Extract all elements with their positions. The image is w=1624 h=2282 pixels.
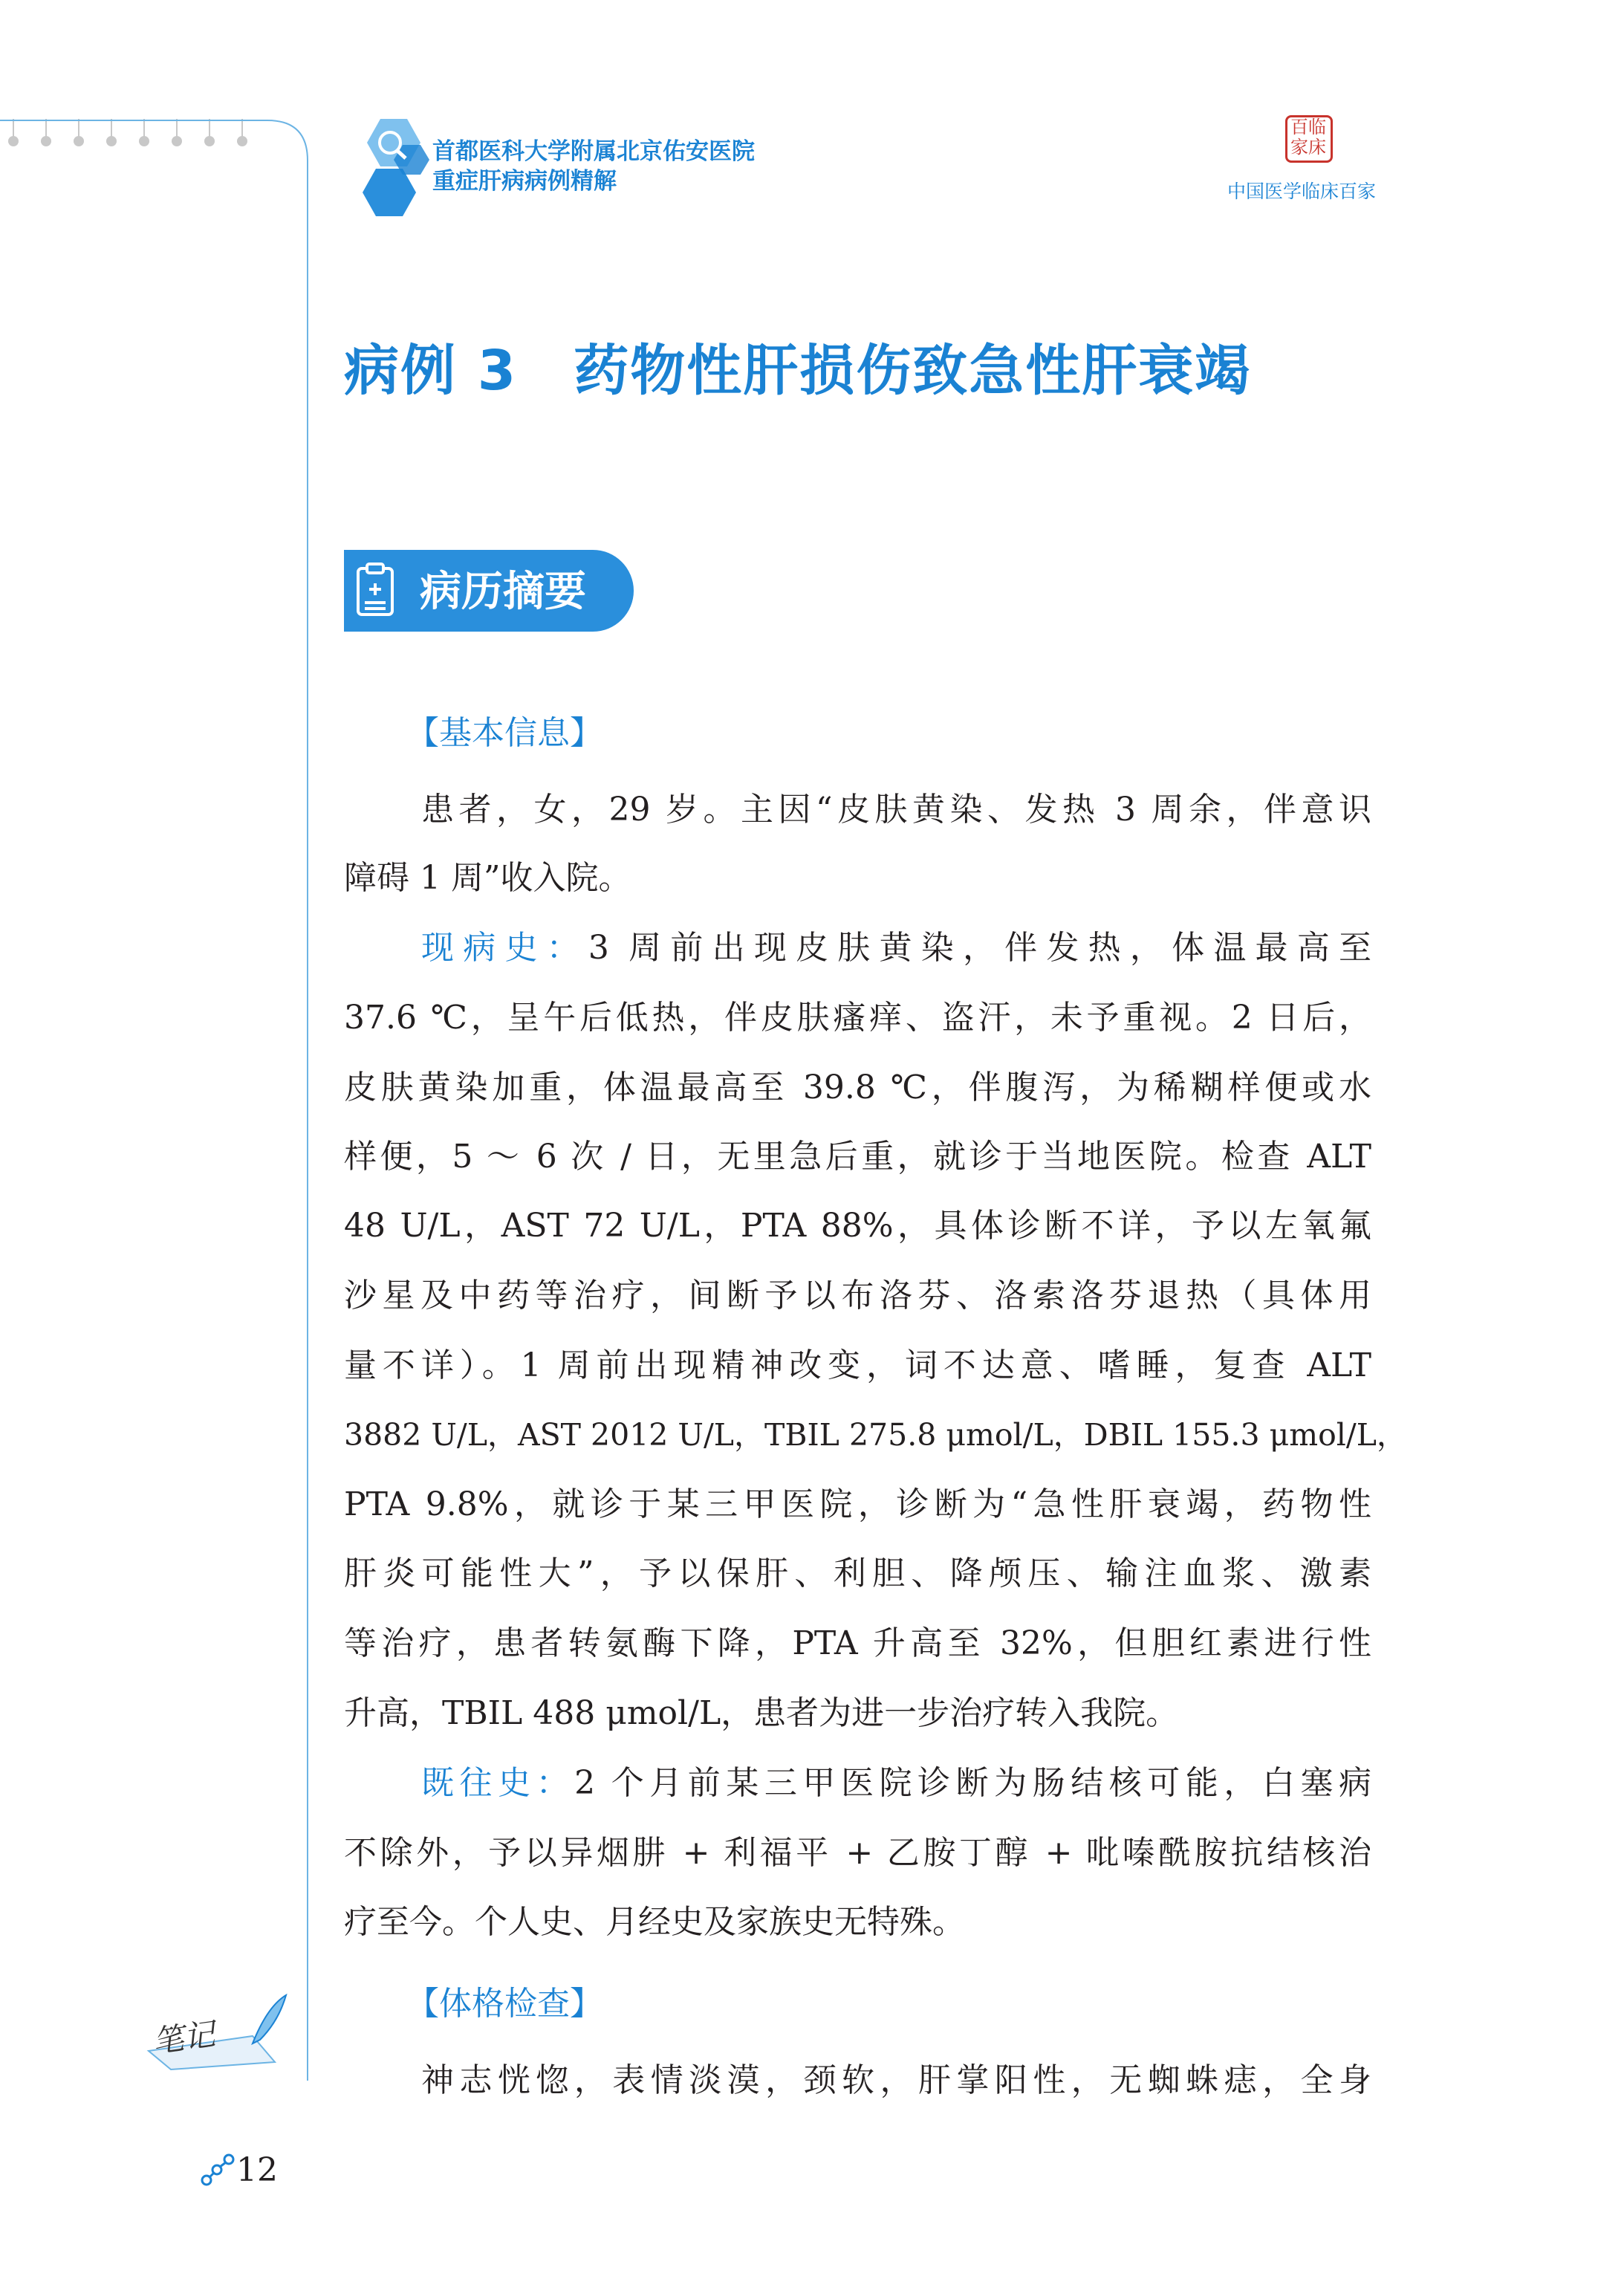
case-title: 病例 3 药物性肝损伤致急性肝衰竭 — [344, 339, 1252, 403]
clipboard-icon — [354, 561, 397, 620]
seal-icon: 百临家床 — [1285, 115, 1333, 163]
text-line: 等治疗，患者转氨酶下降，PTA 升高至 32%，但胆红素进行性 — [344, 1624, 1371, 1662]
page-number: 12 — [236, 2151, 278, 2189]
text-line: 皮肤黄染加重，体温最高至 39.8 ℃，伴腹泻，为稀糊样便或水 — [344, 1069, 1371, 1106]
past-history-first-line — [421, 1761, 1371, 1806]
text-span: 3 周前出现皮肤黄染，伴发热，体温最高至 — [588, 929, 1372, 967]
text-line: 3882 U/L，AST 2012 U/L，TBIL 275.8 μmol/L，DBIL 155.3 μmol/L， — [344, 1417, 1407, 1453]
label-past-history: 既往史： — [421, 1764, 575, 1802]
hexagon-logo-icon — [349, 115, 431, 227]
banner-label: 病历摘要 — [420, 568, 586, 616]
text-line: 神志恍惚，表情淡漠，颈软，肝掌阳性，无蜘蛛痣，全身 — [421, 2061, 1371, 2099]
text-line: 量不详）。1 周前出现精神改变，词不达意、嗜睡，复查 ALT — [344, 1346, 1371, 1384]
header-rule — [0, 111, 1624, 215]
text-span: 2 个月前某三甲医院诊断为肠结核可能，白塞病 — [574, 1764, 1371, 1802]
text-line: 沙星及中药等治疗，间断予以布洛芬、洛索洛芬退热（具体用 — [344, 1277, 1371, 1315]
margin-line — [307, 215, 308, 2081]
present-history-first-line — [421, 926, 1371, 970]
section-label-basic-info: 【基本信息】 — [406, 714, 602, 752]
header-book-title: 重症肝病病例精解 — [432, 168, 617, 195]
section-label-physical-exam: 【体格检查】 — [406, 1985, 602, 2023]
header-series: 中国医学临床百家 — [1227, 181, 1376, 202]
text-line: PTA 9.8%，就诊于某三甲医院，诊断为“急性肝衰竭，药物性 — [344, 1485, 1371, 1523]
molecule-icon — [199, 2153, 235, 2189]
header-hospital: 首都医科大学附属北京佑安医院 — [432, 138, 755, 165]
text-line: 样便，5 ～ 6 次 / 日，无里急后重，就诊于当地医院。检查 ALT — [344, 1138, 1371, 1176]
text-line: 48 U/L，AST 72 U/L，PTA 88%，具体诊断不详，予以左氧氟 — [344, 1207, 1371, 1245]
margin-note-label: 笔记 — [150, 2015, 218, 2061]
text-line: 升高，TBIL 488 μmol/L，患者为进一步治疗转入我院。 — [344, 1694, 1179, 1732]
text-line: 不除外，予以异烟肼 + 利福平 + 乙胺丁醇 + 吡嗪酰胺抗结核治 — [344, 1834, 1371, 1872]
label-present-history: 现病史： — [421, 929, 588, 967]
text-line: 障碍 1 周”收入院。 — [344, 859, 631, 897]
text-line: 肝炎可能性大”，予以保肝、利胆、降颅压、输注血浆、激素 — [344, 1555, 1371, 1592]
text-line: 患者，女，29 岁。主因“皮肤黄染、发热 3 周余，伴意识 — [421, 791, 1371, 829]
text-line: 疗至今。个人史、月经史及家族史无特殊。 — [344, 1903, 965, 1941]
text-line: 37.6 ℃，呈午后低热，伴皮肤瘙痒、盗汗，未予重视。2 日后， — [344, 999, 1371, 1037]
